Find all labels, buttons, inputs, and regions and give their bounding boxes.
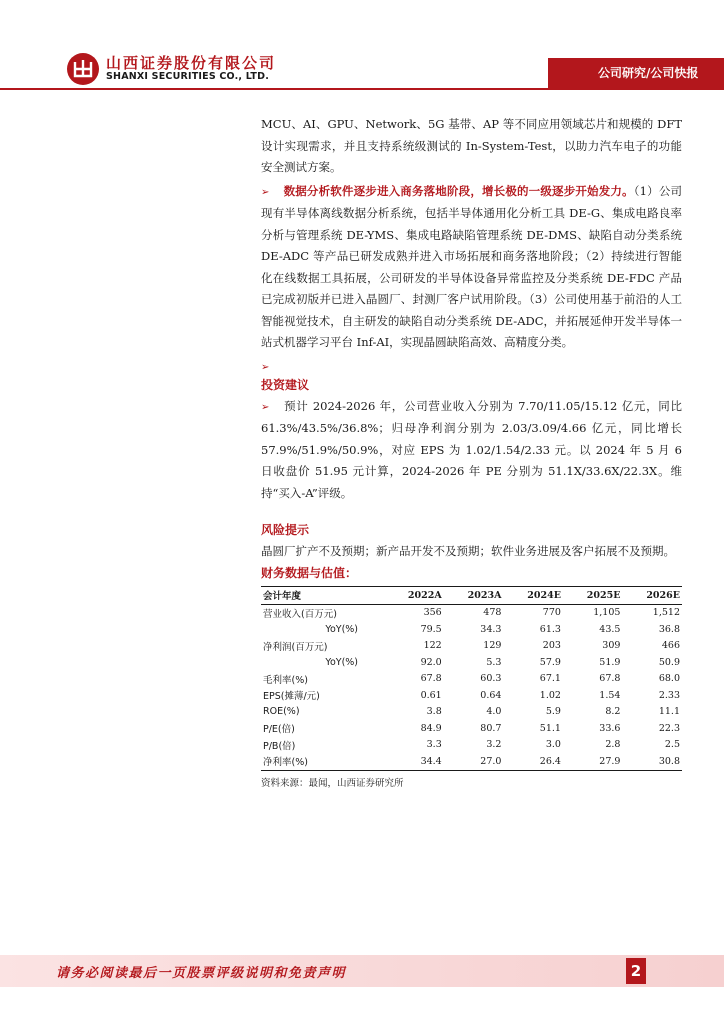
- table-cell: 92.0: [420, 656, 442, 668]
- table-cell: 50.9: [658, 656, 680, 668]
- table-cell: 80.7: [480, 722, 502, 734]
- table-row: [261, 671, 682, 688]
- invest-section-title: 投资建议: [261, 377, 310, 392]
- table-cell: 122: [423, 640, 442, 652]
- table-cell: 5.3: [486, 656, 502, 668]
- table-header-cell: 2023A: [444, 586, 504, 604]
- table-cell: 33.6: [599, 722, 621, 734]
- table-cell: 1,512: [652, 607, 680, 619]
- table-cell: 36.8: [658, 623, 680, 635]
- table-cell: 4.0: [486, 706, 502, 718]
- table-cell: 22.3: [658, 722, 680, 734]
- risk-paragraph: 晶圆厂扩产不及预期；新产品开发不及预期；软件业务进展及客户拓展不及预期。: [261, 544, 675, 558]
- table-header-cell: 2024E: [503, 586, 563, 604]
- table-cell: 1.54: [599, 689, 621, 701]
- table-cell: 30.8: [622, 753, 682, 770]
- table-cell: 27.9: [563, 753, 623, 770]
- row-label: 毛利率(%): [263, 674, 308, 686]
- row-label: P/E(倍): [263, 724, 295, 736]
- table-cell: 0.61: [420, 689, 442, 701]
- table-row: [261, 687, 682, 704]
- table-header-cell: 会计年度: [261, 586, 384, 604]
- table-cell: 0.64: [480, 689, 502, 701]
- row-label: YoY(%): [325, 656, 359, 668]
- table-cell: 84.9: [420, 722, 442, 734]
- table-cell: 43.5: [599, 623, 621, 635]
- table-cell: 57.9: [539, 656, 561, 668]
- table-cell: 11.1: [658, 706, 680, 718]
- table-cell: 203: [542, 640, 561, 652]
- page-number: 2: [626, 958, 646, 984]
- row-label: ROE(%): [263, 706, 300, 718]
- table-cell: 60.3: [480, 673, 502, 685]
- invest-text: 预计 2024-2026 年，公司营业收入分别为 7.70/11.05/15.12 亿元，同比 61.3%/43.5%/36.8%；归母净利润分别为 2.03/3.09/4.66 亿元，同比增长 57.9%/51.9%/50.9%，对应 EPS 为 1.02/1.54/2.33 元。以 2024 年 5 月 6 日收盘价 51.95 元计算，2024-2026 年 PE 分别为 51.1X/33.6X/22.3X。维持“买入-A”评级。: [261, 398, 682, 500]
- arrow-bullet-icon: ➢: [261, 186, 270, 198]
- table-source-note: 资料来源：最闻，山西证券研究所: [261, 777, 404, 789]
- table-cell: 5.9: [545, 706, 561, 718]
- table-cell: 3.2: [486, 739, 502, 751]
- arrow-bullet-icon: ➢: [261, 401, 270, 413]
- table-cell: 356: [423, 607, 442, 619]
- table-cell: 3.0: [545, 739, 561, 751]
- table-row: [261, 638, 682, 655]
- table-cell: 1,105: [593, 607, 621, 619]
- risk-section-title: 风险提示: [261, 523, 310, 537]
- report-category-tag: 公司研究/公司快报: [548, 58, 724, 88]
- row-label: 净利润(百万元): [263, 641, 328, 653]
- table-row: [261, 753, 682, 770]
- table-cell: 34.3: [480, 623, 502, 635]
- table-cell: 8.2: [605, 706, 621, 718]
- table-row: [261, 720, 682, 737]
- page-header: [0, 0, 724, 96]
- header-divider: [0, 88, 724, 90]
- empty-bullet: [261, 354, 682, 375]
- bullet-data-analysis-heading: 数据分析软件逐步进入商务落地阶段，增长极的一级逐步开始发力。: [283, 183, 634, 198]
- table-cell: 2.5: [664, 739, 680, 751]
- table-cell: 51.9: [599, 656, 621, 668]
- arrow-bullet-icon: ➢: [261, 361, 270, 373]
- table-row: [261, 604, 682, 621]
- table-cell: 309: [602, 640, 621, 652]
- table-header-cell: 2022A: [384, 586, 444, 604]
- table-cell: 26.4: [503, 753, 563, 770]
- table-cell: 478: [483, 607, 502, 619]
- company-logo-icon: [66, 52, 100, 86]
- footer-disclaimer: 请务必阅读最后一页股票评级说明和免责声明: [56, 966, 347, 981]
- table-cell: 67.8: [599, 673, 621, 685]
- bullet-data-analysis: [261, 181, 682, 354]
- intro-paragraph: MCU、AI、GPU、Network、5G 基带、AP 等不同应用领域芯片和规模的 DFT 设计实现需求，并且支持系统级测试的 In-System-Test，以助力汽车电子的功能安全测试方案。: [261, 117, 682, 174]
- row-label: 营业收入(百万元): [263, 608, 337, 620]
- table-row: [261, 737, 682, 754]
- table-header-cell: 2026E: [622, 586, 682, 604]
- table-cell: 67.1: [539, 673, 561, 685]
- financial-table: [261, 586, 682, 771]
- table-row: [261, 621, 682, 638]
- invest-paragraph: [261, 396, 682, 505]
- table-cell: 2.33: [658, 689, 680, 701]
- row-label: YoY(%): [325, 623, 359, 635]
- bullet-data-analysis-text: （1）公司现有半导体离线数据分析系统，包括半导体通用化分析工具 DE-G、集成电路良率分析与管理系统 DE-YMS、集成电路缺陷管理系统 DE-DMS、缺陷自动分类系统 DE-ADC 等产品已研发成熟并进入市场拓展和商务落地阶段；（2）持续进行智能化在线数据工具拓展，公司研发的半导体设备异常监控及分类系统 DE-FDC 产品已完成初版并已进入晶圆厂、封测厂客户试用阶段。（3）公司使用基于前沿的人工智能视觉技术，自主研发的缺陷自动分类系统 DE-ADC，并拓展延伸开发半导体一站式机器学习平台 Inf-AI，实现晶圆缺陷高效、高精度分类。: [261, 183, 682, 349]
- table-cell: 79.5: [420, 623, 442, 635]
- table-cell: 61.3: [539, 623, 561, 635]
- table-cell: 34.4: [384, 753, 444, 770]
- table-row: [261, 704, 682, 721]
- table-cell: 466: [661, 640, 680, 652]
- main-content: [261, 114, 682, 789]
- row-label: 净利率(%): [261, 753, 384, 770]
- row-label: P/B(倍): [263, 740, 296, 752]
- row-label: EPS(摊薄/元): [263, 691, 320, 703]
- company-name-cn: 山西证券股份有限公司: [106, 54, 277, 72]
- finance-section-title: 财务数据与估值：: [261, 565, 358, 580]
- table-cell: 1.02: [539, 689, 561, 701]
- table-cell: 129: [483, 640, 502, 652]
- table-header-row: [261, 586, 682, 604]
- table-cell: 770: [542, 607, 561, 619]
- table-cell: 67.8: [420, 673, 442, 685]
- company-name-en: SHANXI SECURITIES CO., LTD.: [106, 71, 270, 82]
- table-cell: 27.0: [444, 753, 504, 770]
- table-cell: 2.8: [605, 739, 621, 751]
- table-cell: 68.0: [658, 673, 680, 685]
- table-cell: 51.1: [539, 722, 561, 734]
- table-cell: 3.3: [426, 739, 442, 751]
- table-row: [261, 654, 682, 671]
- table-header-cell: 2025E: [563, 586, 623, 604]
- table-cell: 3.8: [426, 706, 442, 718]
